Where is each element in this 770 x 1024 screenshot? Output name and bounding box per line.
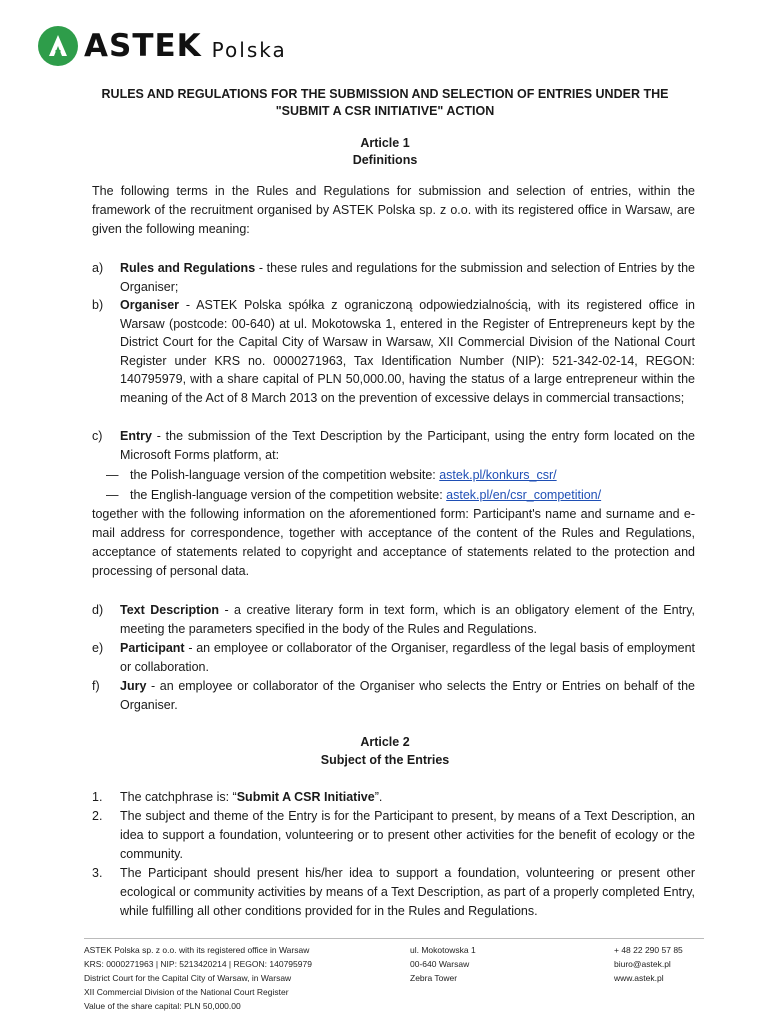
footer-line: 00-640 Warsaw [410, 959, 470, 969]
footer-line: Zebra Tower [410, 973, 458, 983]
item-text: The subject and theme of the Entry is for the Participant to present, by means of a Text Description, an idea to support a foundation, volunteering or to present other activities for the benefit of ecology or the community. [120, 809, 695, 861]
footer-line: Value of the share capital: PLN 50,000.00 [84, 1001, 241, 1011]
document-title [60, 86, 710, 120]
dash-marker: — [106, 468, 119, 482]
definition-item [92, 296, 695, 407]
item-marker: c) [92, 429, 103, 443]
polish-site-link[interactable]: astek.pl/konkurs_csr/ [439, 468, 557, 482]
definition-item [92, 259, 695, 296]
item-text-pre: The catchphrase is: “ [120, 790, 237, 804]
item-text: The Participant should present his/her idea to support a foundation, volunteering or present other ecological or community activities by means of a Text Description, as part of a properly completed Entry, while fulfilling all other conditions provided for in the Rules and Regulations. [120, 866, 695, 918]
english-site-link[interactable]: astek.pl/en/csr_competition/ [446, 488, 602, 502]
polish-site-line [106, 466, 557, 485]
footer-website[interactable]: www.astek.pl [614, 973, 664, 983]
astek-logo-icon [38, 26, 78, 66]
article-1-intro: The following terms in the Rules and Regulations for submission and selection of entries, within the framework of the recruitment organised by ASTEK Polska sp. z o.o. with its registered office in Warsaw, are given the following meaning: [92, 184, 695, 236]
definition-term: Organiser [120, 298, 180, 312]
polish-site-text: the Polish-language version of the competition website: [130, 468, 440, 482]
definition-item [92, 677, 695, 714]
definition-text: - an employee or collaborator of the Organiser, regardless of the legal basis of employment or collaboration. [120, 641, 695, 674]
item-marker: f) [92, 679, 100, 693]
footer-line: District Court for the Capital City of Warsaw, in Warsaw [84, 973, 292, 983]
definition-text: - a creative literary form in text form, which is an obligatory element of the Entry, meeting the parameters specified in the body of the Rules and Regulations. [120, 603, 696, 636]
definition-text: - these rules and regulations for the submission and selection of Entries by the Organiser; [120, 261, 695, 294]
footer-line: ul. Mokotowska 1 [410, 945, 476, 955]
footer-line: XII Commercial Division of the National Court Register [84, 987, 289, 997]
footer-company-info [84, 943, 312, 1013]
dash-marker: — [106, 488, 119, 502]
footer-phone: + 48 22 290 57 85 [614, 945, 683, 955]
brand-name: ASTEK [84, 28, 202, 64]
catchphrase: Submit A CSR Initiative [236, 790, 375, 804]
definition-item [92, 427, 695, 464]
definition-term: Participant [120, 641, 185, 655]
title-line-2: "SUBMIT A CSR INITIATIVE" ACTION [275, 104, 495, 118]
footer-email[interactable]: biuro@astek.pl [614, 959, 671, 969]
article-1-subheading: Definitions [352, 153, 418, 167]
numbered-item [92, 864, 695, 920]
definition-text: - an employee or collaborator of the Organiser who selects the Entry or Entries on behalf of the Organiser. [120, 679, 695, 712]
definition-term: Text Description [120, 603, 219, 617]
article-1-heading: Article 1 [360, 136, 410, 150]
english-site-text: the English-language version of the competition website: [130, 488, 447, 502]
definition-term: Jury [120, 679, 147, 693]
item-marker: a) [92, 261, 104, 275]
title-line-1: RULES AND REGULATIONS FOR THE SUBMISSION AND SELECTION OF ENTRIES UNDER THE [101, 87, 669, 101]
footer-address [410, 943, 476, 985]
definition-item [92, 639, 695, 676]
item-marker: 1. [92, 790, 103, 804]
page-footer [84, 938, 704, 1019]
definition-text: - ASTEK Polska spółka z ograniczoną odpowiedzialnością, with its registered office in Warsaw (postcode: 00-640) at ul. Mokotowska 1, entered in the Register of Entrepreneurs kept by the District Court for the Capital City of Warsaw in Warsaw, XII Commercial Division of the National Court Register under KRS no. 0000271963, Tax Identification Number (NIP): 521-342-02-14, REGON: 140795979, with a share capital of PLN 50,000.00, having the status of a large entrepreneur within the meaning of the Act of 8 March 2013 on the prevention of excessive delays in commercial transactions; [120, 298, 695, 405]
definition-term: Entry [120, 429, 152, 443]
item-text-post: ”. [374, 790, 383, 804]
footer-line: ASTEK Polska sp. z o.o. with its registered office in Warsaw [84, 945, 310, 955]
footer-line: KRS: 0000271963 | NIP: 5213420214 | REGON: 140795979 [84, 959, 312, 969]
definition-item [92, 601, 695, 638]
item-marker: 3. [92, 866, 103, 880]
english-site-line [106, 486, 601, 505]
brand-subtitle: Polska [211, 38, 287, 62]
footer-contact [614, 943, 683, 985]
entry-details-paragraph: together with the following information on the aforementioned form: Participant's name and surname and e-mail address for correspondence, together with acceptance of the content of the Rules and Regulations, acceptance of statements related to copyright and acceptance of statements related to the protection and processing of personal data. [92, 507, 695, 578]
item-marker: d) [92, 603, 104, 617]
numbered-item [92, 807, 695, 863]
definition-term: Rules and Regulations [120, 261, 256, 275]
article-2-subheading: Subject of the Entries [320, 753, 450, 767]
item-marker: 2. [92, 809, 103, 823]
numbered-item [92, 788, 695, 807]
item-marker: e) [92, 641, 104, 655]
definition-text: - the submission of the Text Description by the Participant, using the entry form located on the Microsoft Forms platform, at: [120, 429, 695, 462]
item-marker: b) [92, 298, 104, 312]
article-2-heading: Article 2 [360, 735, 410, 749]
astek-logo [38, 26, 287, 66]
